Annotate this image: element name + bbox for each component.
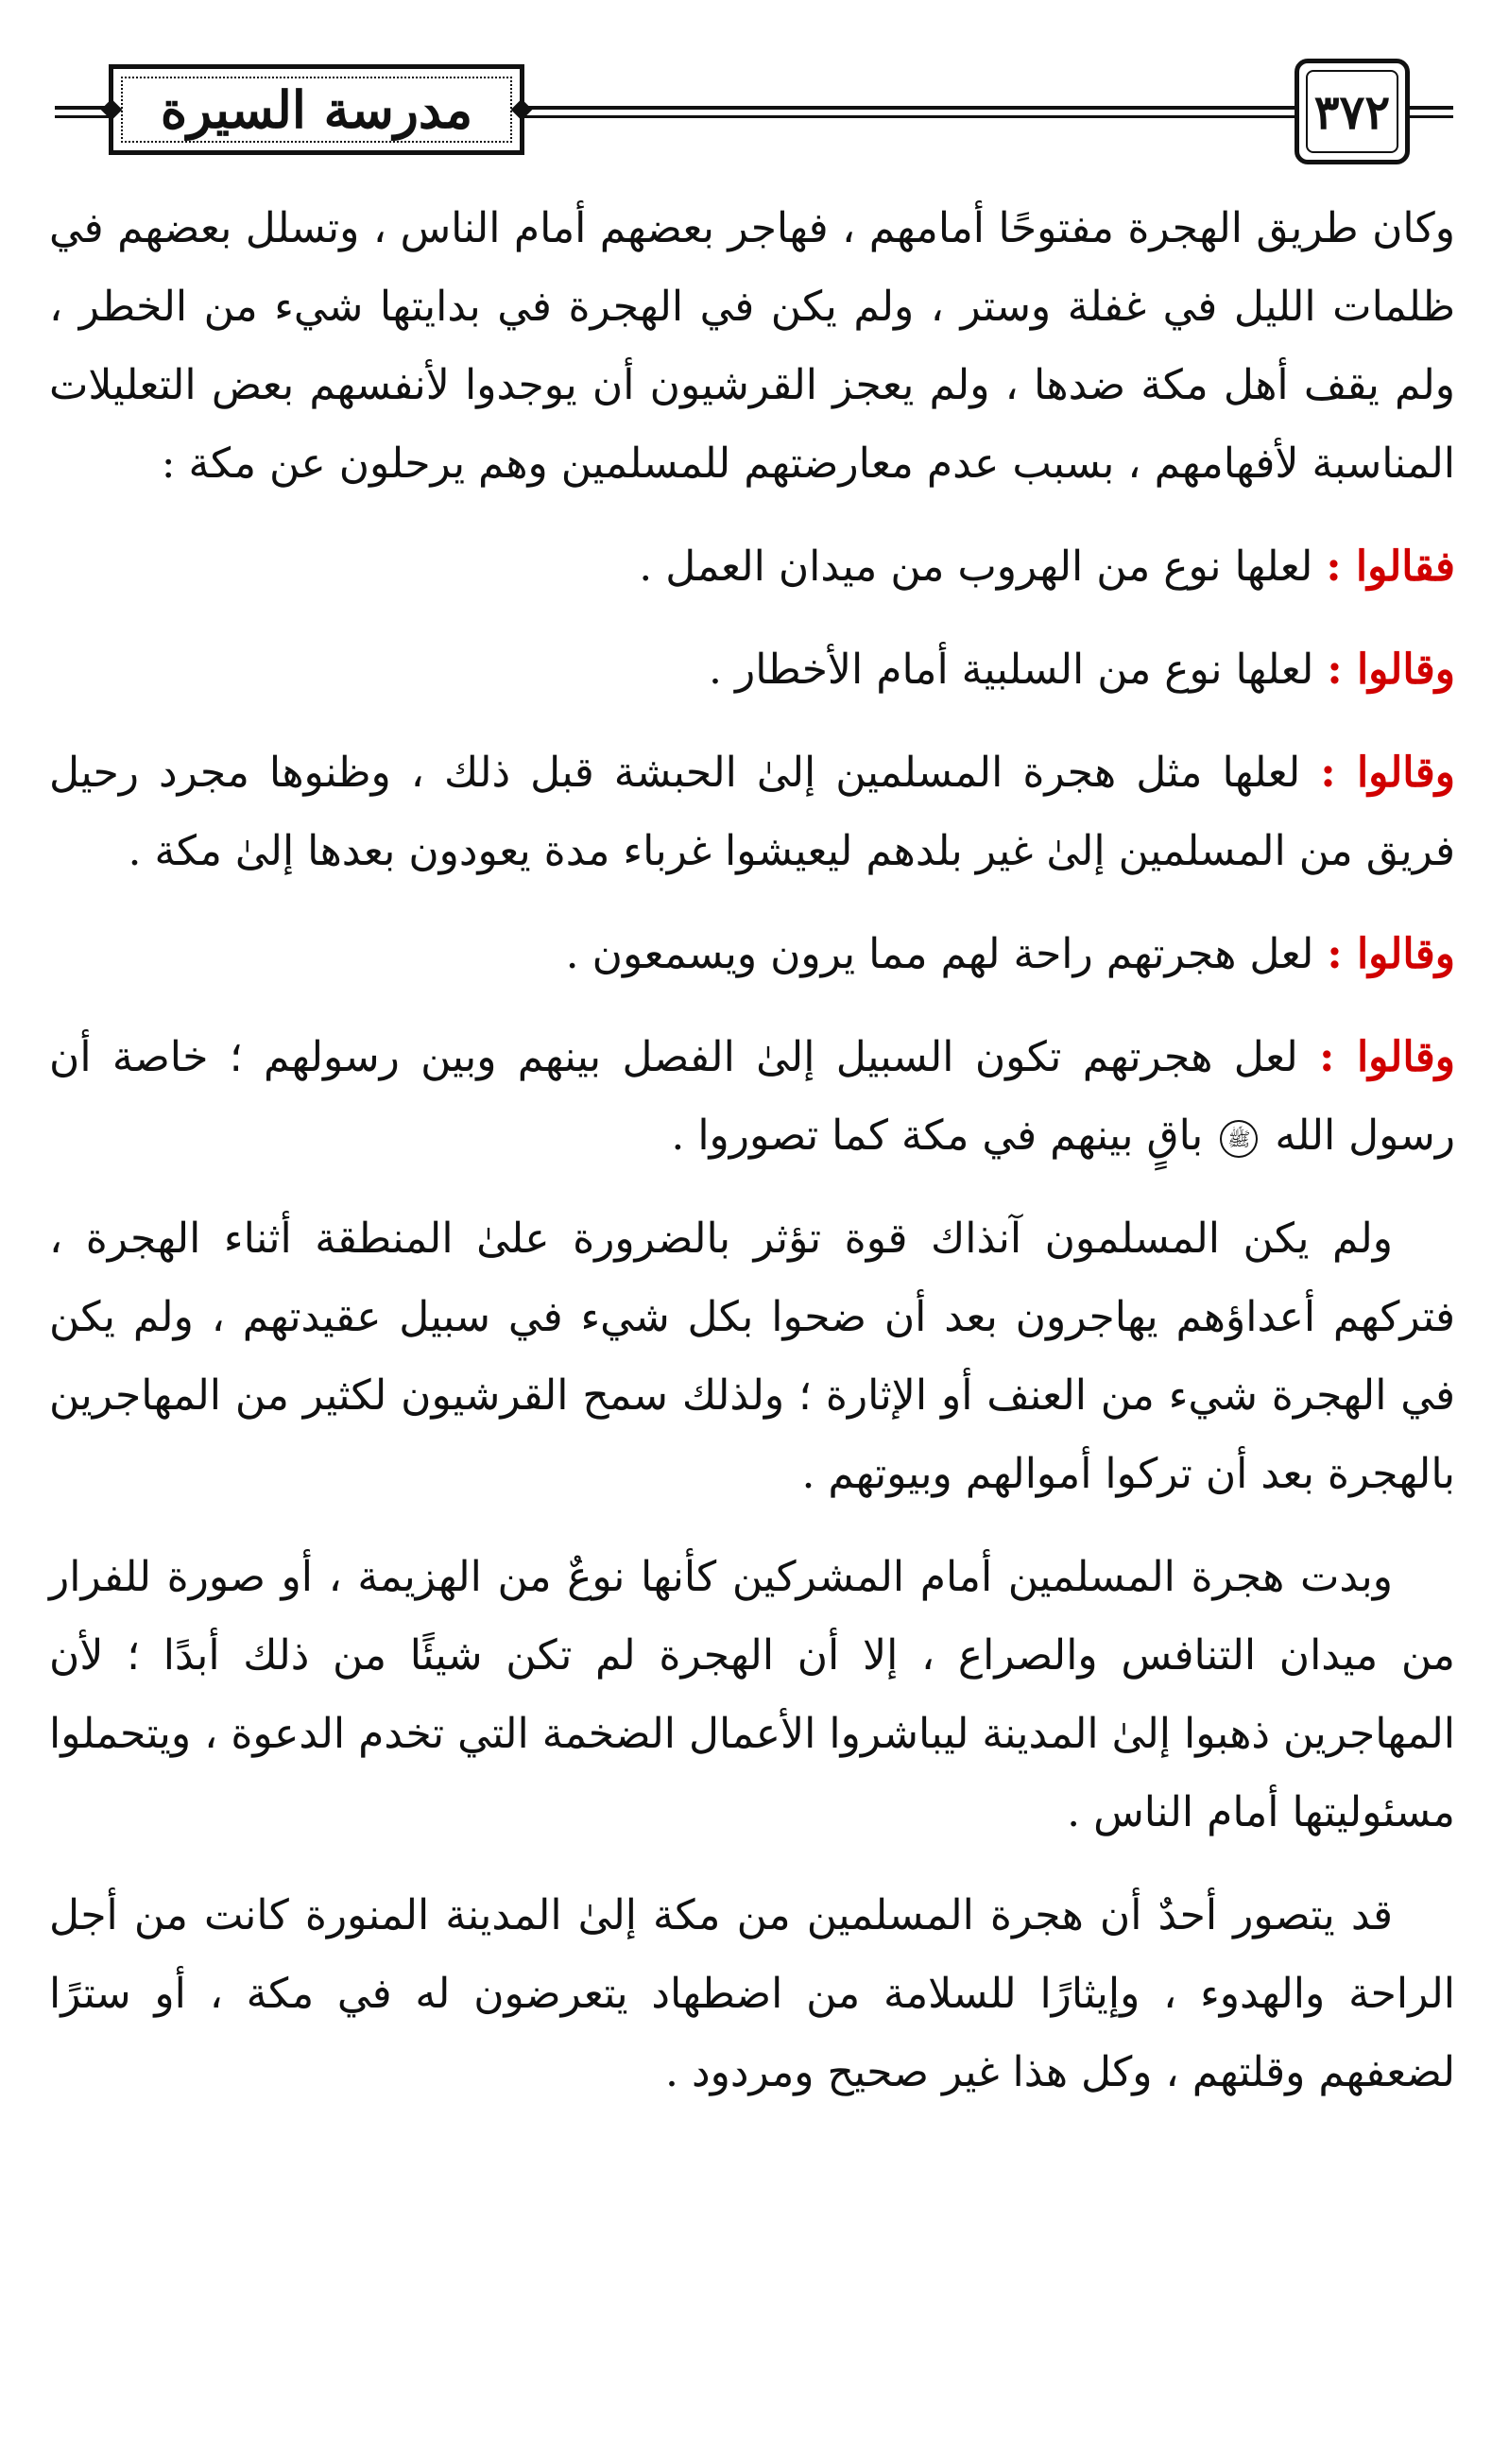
quote-line [49,527,1455,606]
quote-text: لعلها مثل هجرة المسلمين إلىٰ الحبشة قبل ذلك ، وظنوها مجرد رحيل فريق من المسلمين إلىٰ غير بلدهم ليعيشوا غرباء مدة يعودون بعدها إلىٰ مكة . [49,749,1455,875]
paragraph: ولم يكن المسلمون آنذاك قوة تؤثر بالضرورة علىٰ المنطقة أثناء الهجرة ، فتركهم أعداؤهم يهاجرون بعد أن ضحوا بكل شيء في سبيل عقيدتهم ، ولم يكن في الهجرة شيء من العنف أو الإثارة ؛ ولذلك سمح القرشيون لكثير من المهاجرين بالهجرة بعد أن تركوا أموالهم وبيوتهم . [49,1215,1455,1498]
quote-text: لعل هجرتهم تكون السبيل إلىٰ الفصل بينهم وبين رسولهم ؛ خاصة أن رسول الله [49,1033,1455,1160]
quote-text: لعلها نوع من السلبية أمام الأخطار . [709,646,1314,694]
paragraph: وبدت هجرة المسلمين أمام المشركين كأنها نوعٌ من الهزيمة ، أو صورة للفرار من ميدان التنافس والصراع ، إلا أن الهجرة لم تكن شيئًا من ذلك أبدًا ؛ لأن المهاجرين ذهبوا إلىٰ المدينة ليباشروا الأعمال الضخمة التي تخدم الدعوة ، ويتحملوا مسئوليتها أمام الناس . [49,1553,1455,1836]
quote-label: وقالوا : [1320,749,1455,797]
page-number: ٣٧٢ [1313,83,1391,140]
quote-line [49,1018,1455,1175]
paragraph: قد يتصور أحدٌ أن هجرة المسلمين من مكة إلىٰ المدينة المنورة كانت من أجل الراحة والهدوء ، وإيثارًا للسلامة من اضطهاد يتعرضون له في مكة ، أو سترًا لضعفهم وقلتهم ، وكل هذا غير صحيح ومردود . [49,1891,1455,2096]
page-number-frame [1295,59,1410,164]
quote-label: وقالوا : [1327,646,1455,694]
quote-text-continued: باقٍ بينهم في مكة كما تصوروا . [671,1111,1204,1160]
running-title: مدرسة السيرة [160,79,473,140]
page-body [49,189,1455,2136]
quote-line [49,733,1455,890]
quote-text: لعلها نوع من الهروب من ميدان العمل . [639,543,1313,591]
quote-text: لعل هجرتهم راحة لهم مما يرون ويسمعون . [565,930,1314,978]
quote-label: وقالوا : [1327,930,1455,978]
quote-label: وقالوا : [1319,1033,1456,1081]
paragraph: وكان طريق الهجرة مفتوحًا أمامهم ، فهاجر بعضهم أمام الناس ، وتسلل بعضهم في ظلمات الليل في غفلة وستر ، ولم يكن في الهجرة في بدايتها شيء من الخطر ، ولم يقف أهل مكة ضدها ، ولم يعجز القرشيون أن يوجدوا لأنفسهم بعض التعليلات المناسبة لأفهامهم ، بسبب عدم معارضتهم للمسلمين وهم يرحلون عن مكة : [49,204,1455,488]
honorific-seal-icon: ﷺ [1220,1120,1258,1158]
quote-line [49,915,1455,993]
quote-label: فقالوا : [1326,543,1455,591]
running-title-plate [109,64,524,155]
quote-line [49,630,1455,709]
